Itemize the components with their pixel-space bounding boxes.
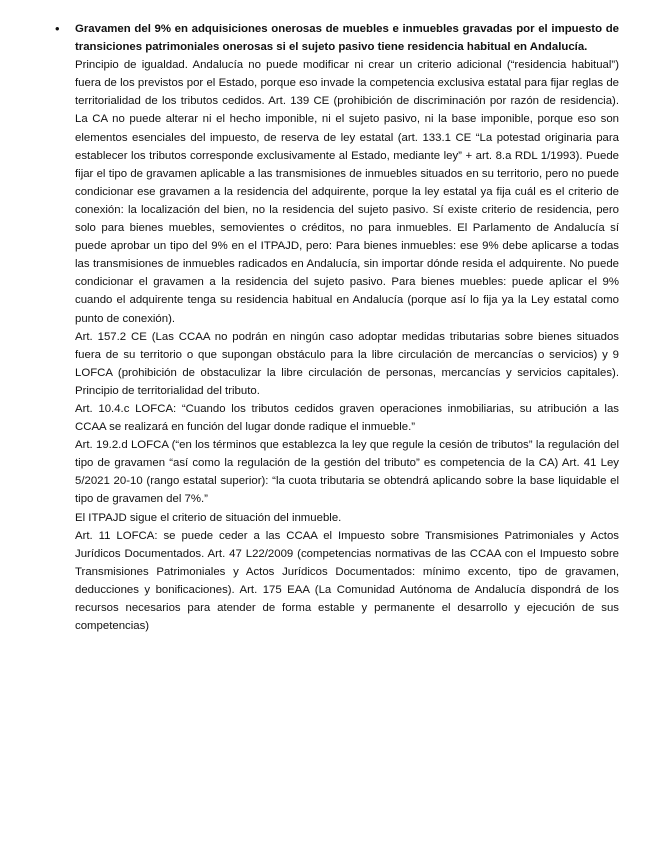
paragraph-igualdad: Principio de igualdad. Andalucía no puede modificar ni crear un criterio adicional (“residencia habitual”) fuera de los previstos por el Estado, porque eso invade la competencia exclusiva estatal para fijar reglas de territorialidad de los tributos cedidos. Art. 139 CE (prohibición de discriminación por razón de residencia). La CA no puede alterar ni el hecho imponible, ni el sujeto pasivo, ni la base imponible, porque eso son elementos esenciales del impuesto, de reserva de ley estatal (art. 133.1 CE “La potestad originaria para establecer los tributos corresponde exclusivamente al Estado, mediante ley” + art. 8.a RDL 1/1993). Puede fijar el tipo de gravamen aplicable a las transmisiones de inmuebles situados en su territorio, pero no puede condicionar ese gravamen a la residencia del adquirente, porque la ley estatal ya fija cuál es el criterio de conexión: la localización del bien, no la residencia del sujeto pasivo. Sí existe criterio de residencia, pero solo para bienes muebles, semovientes o créditos, no para inmuebles. El Parlamento de Andalucía sí puede aprobar un tipo del 9% en el ITPAJD, pero: Para bienes inmuebles: ese 9% debe aplicarse a todas las transmisiones de inmuebles radicados en Andalucía, sin importar dónde resida el adquirente. No puede condicionar el gravamen a la residencia del sujeto pasivo. Para bienes muebles: puede aplicar el 9% cuando el adquirente tenga su residencia habitual en Andalucía (porque así lo fija ya la Ley estatal como punto de conexión). [75, 59, 619, 325]
section-heading: Gravamen del 9% en adquisiciones onerosas de muebles e inmuebles gravadas por el impuesto de transiciones patrimoniales onerosas si el sujeto pasivo tiene residencia habitual en Andalucía. [75, 23, 619, 54]
paragraph-art-19: Art. 19.2.d LOFCA (“en los términos que establezca la ley que regule la cesión de tributos” la regulación del tipo de gravamen “así como la regulación de la gestión del tributo” es competencia de la CA) Art. 41 Ley 5/2021 20-10 (rango estatal superior): “la cuota tributaria se obtendrá aplicando sobre la base liquidable el tipo de gravamen del 7%.” [75, 439, 619, 506]
paragraph-art-157: Art. 157.2 CE (Las CCAA no podrán en ningún caso adoptar medidas tributarias sobre bienes situados fuera de su territorio o que supongan obstáculo para la libre circulación de mercancías o servicios) y 9 LOFCA (prohibición de obstaculizar la libre circulación de personas, mercancías y servicios capitales). Principio de territorialidad del tributo. [75, 330, 619, 397]
bullet-marker: • [55, 21, 60, 36]
paragraph-art-10: Art. 10.4.c LOFCA: “Cuando los tributos cedidos graven operaciones inmobiliarias, su atribución a las CCAA se realizará en función del lugar donde radique el inmueble.” [75, 402, 619, 434]
paragraph-art-11: Art. 11 LOFCA: se puede ceder a las CCAA el Impuesto sobre Transmisiones Patrimoniales y Actos Jurídicos Documentados. Art. 47 L22/2009 (competencias normativas de las CCAA con el Impuesto sobre Transmisiones Patrimoniales y Actos Jurídicos Documentados: mínimo excento, tipo de gravamen, deducciones y bonificaciones). Art. 175 EAA (La Comunidad Autónoma de Andalucía dispondrá de los recursos necesarios para atender de forma estable y permanente el desarrollo y ejecución de sus competencias) [75, 529, 619, 633]
paragraph-itpajd: El ITPAJD sigue el criterio de situación del inmueble. [75, 511, 342, 524]
